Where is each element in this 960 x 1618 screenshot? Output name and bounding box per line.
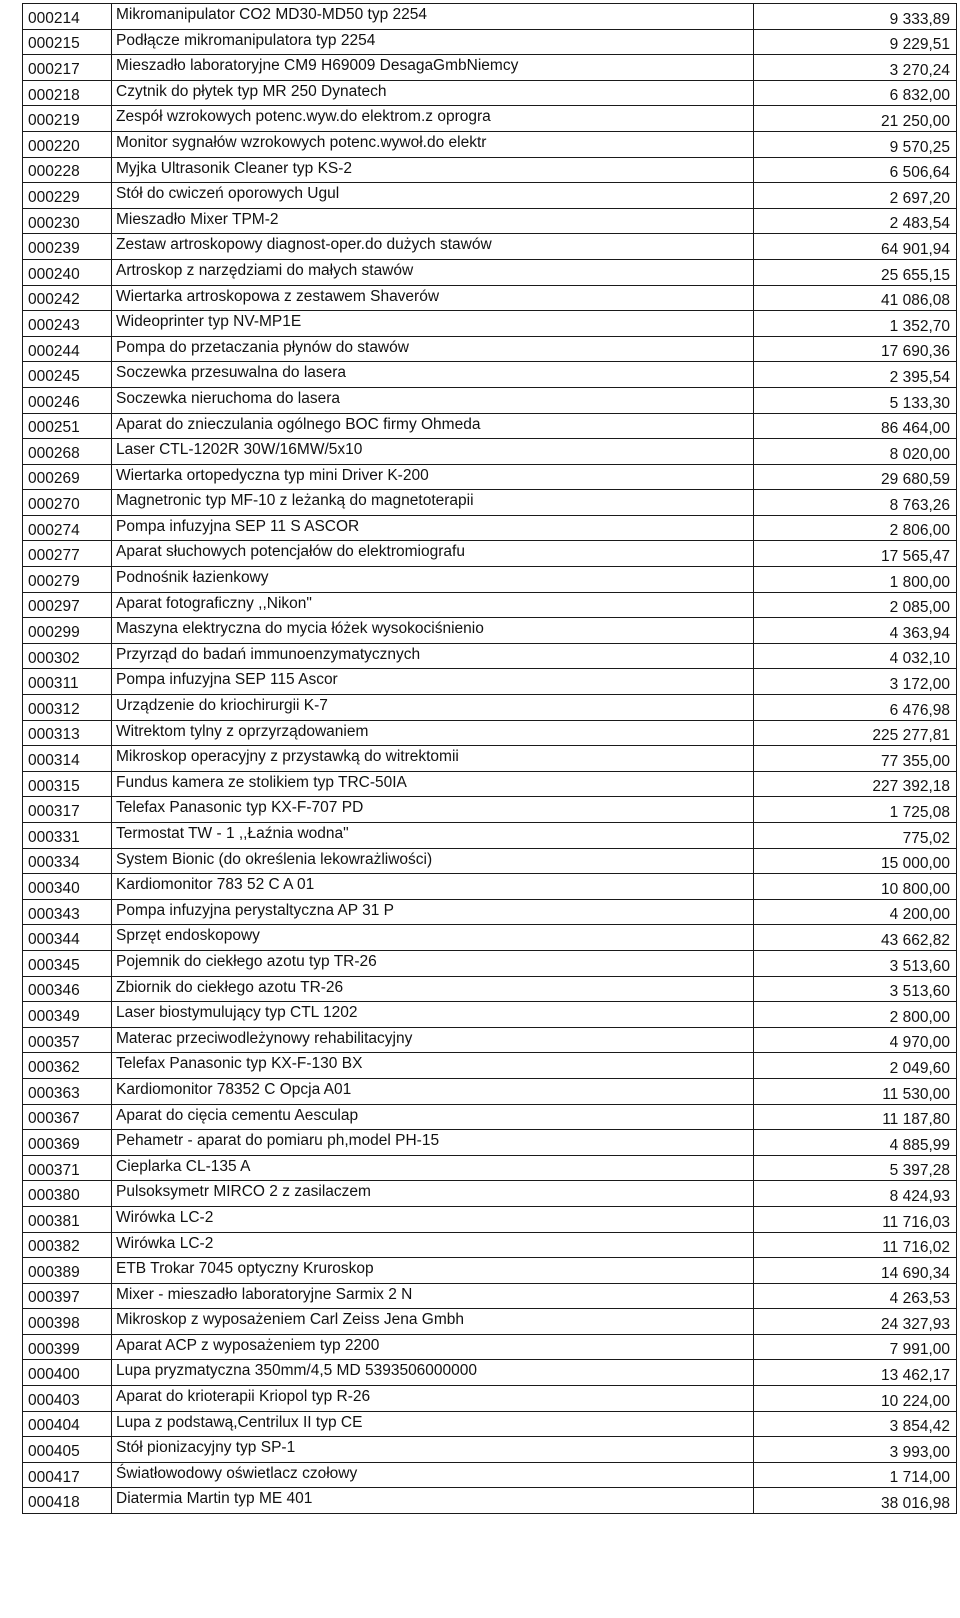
asset-code-cell: 000340 (23, 874, 112, 900)
asset-code-cell: 000313 (23, 720, 112, 746)
asset-code-cell: 000371 (23, 1155, 112, 1181)
table-row (23, 925, 957, 951)
asset-value-cell: 43 662,82 (754, 925, 957, 951)
table-row (23, 1258, 957, 1284)
asset-name-cell: Soczewka przesuwalna do lasera (112, 362, 754, 388)
asset-code-cell: 000367 (23, 1104, 112, 1130)
asset-code-cell: 000215 (23, 29, 112, 55)
asset-code-cell: 000405 (23, 1437, 112, 1463)
asset-code-cell: 000398 (23, 1309, 112, 1335)
table-row (23, 1002, 957, 1028)
table-row (23, 797, 957, 823)
asset-code-cell: 000218 (23, 80, 112, 106)
asset-code-cell: 000269 (23, 464, 112, 490)
asset-value-cell: 2 049,60 (754, 1053, 957, 1079)
table-row (23, 362, 957, 388)
table-row (23, 4, 957, 30)
asset-code-cell: 000399 (23, 1334, 112, 1360)
asset-name-cell: Telefax Panasonic typ KX-F-707 PD (112, 797, 754, 823)
table-row (23, 1437, 957, 1463)
table-row (23, 1104, 957, 1130)
asset-code-cell: 000369 (23, 1130, 112, 1156)
asset-value-cell: 6 506,64 (754, 157, 957, 183)
asset-value-cell: 2 806,00 (754, 515, 957, 541)
table-row (23, 1488, 957, 1514)
table-row (23, 336, 957, 362)
asset-name-cell: Przyrząd do badań immunoenzymatycznych (112, 643, 754, 669)
asset-value-cell: 11 716,02 (754, 1232, 957, 1258)
asset-value-cell: 3 513,60 (754, 950, 957, 976)
asset-name-cell: Pulsoksymetr MIRCO 2 z zasilaczem (112, 1181, 754, 1207)
asset-value-cell: 775,02 (754, 823, 957, 849)
asset-name-cell: Diatermia Martin typ ME 401 (112, 1488, 754, 1514)
asset-code-cell: 000217 (23, 55, 112, 81)
asset-value-cell: 8 763,26 (754, 490, 957, 516)
asset-code-cell: 000299 (23, 618, 112, 644)
asset-name-cell: Pompa do przetaczania płynów do stawów (112, 336, 754, 362)
asset-value-cell: 38 016,98 (754, 1488, 957, 1514)
asset-name-cell: Aparat do znieczulania ogólnego BOC firmy Ohmeda (112, 413, 754, 439)
asset-value-cell: 225 277,81 (754, 720, 957, 746)
table-row (23, 285, 957, 311)
table-row (23, 1232, 957, 1258)
asset-value-cell: 86 464,00 (754, 413, 957, 439)
asset-value-cell: 4 263,53 (754, 1283, 957, 1309)
asset-value-cell: 17 690,36 (754, 336, 957, 362)
asset-name-cell: Wirówka LC-2 (112, 1206, 754, 1232)
asset-value-cell: 25 655,15 (754, 259, 957, 285)
table-row (23, 1334, 957, 1360)
asset-name-cell: Aparat do krioterapii Kriopol typ R-26 (112, 1386, 754, 1412)
asset-code-cell: 000311 (23, 669, 112, 695)
asset-code-cell: 000403 (23, 1386, 112, 1412)
table-row (23, 1155, 957, 1181)
asset-code-cell: 000362 (23, 1053, 112, 1079)
asset-code-cell: 000344 (23, 925, 112, 951)
asset-name-cell: Wirówka LC-2 (112, 1232, 754, 1258)
asset-value-cell: 14 690,34 (754, 1258, 957, 1284)
table-row (23, 55, 957, 81)
table-row (23, 643, 957, 669)
asset-value-cell: 3 854,42 (754, 1411, 957, 1437)
asset-code-cell: 000214 (23, 4, 112, 30)
asset-code-cell: 000389 (23, 1258, 112, 1284)
asset-value-cell: 11 530,00 (754, 1078, 957, 1104)
table-row (23, 592, 957, 618)
asset-name-cell: Podłącze mikromanipulatora typ 2254 (112, 29, 754, 55)
asset-value-cell: 9 570,25 (754, 131, 957, 157)
asset-value-cell: 17 565,47 (754, 541, 957, 567)
asset-name-cell: Urządzenie do kriochirurgii K-7 (112, 695, 754, 721)
asset-value-cell: 9 229,51 (754, 29, 957, 55)
asset-value-cell: 2 800,00 (754, 1002, 957, 1028)
asset-name-cell: Czytnik do płytek typ MR 250 Dynatech (112, 80, 754, 106)
asset-name-cell: System Bionic (do określenia lekowrażliwości) (112, 848, 754, 874)
asset-name-cell: Wiertarka ortopedyczna typ mini Driver K-200 (112, 464, 754, 490)
asset-value-cell: 11 716,03 (754, 1206, 957, 1232)
table-row (23, 1411, 957, 1437)
table-row (23, 208, 957, 234)
table-row (23, 131, 957, 157)
asset-code-cell: 000381 (23, 1206, 112, 1232)
asset-code-cell: 000343 (23, 899, 112, 925)
asset-value-cell: 24 327,93 (754, 1309, 957, 1335)
asset-code-cell: 000331 (23, 823, 112, 849)
table-row (23, 183, 957, 209)
asset-name-cell: Pompa infuzyjna perystaltyczna AP 31 P (112, 899, 754, 925)
table-row (23, 950, 957, 976)
asset-code-cell: 000274 (23, 515, 112, 541)
table-row (23, 234, 957, 260)
asset-value-cell: 4 885,99 (754, 1130, 957, 1156)
asset-name-cell: Mikromanipulator CO2 MD30-MD50 typ 2254 (112, 4, 754, 30)
asset-name-cell: Cieplarka CL-135 A (112, 1155, 754, 1181)
asset-code-cell: 000219 (23, 106, 112, 132)
asset-code-cell: 000246 (23, 387, 112, 413)
asset-name-cell: Mikroskop operacyjny z przystawką do witrektomii (112, 746, 754, 772)
asset-value-cell: 2 395,54 (754, 362, 957, 388)
table-row (23, 1386, 957, 1412)
asset-name-cell: Światłowodowy oświetlacz czołowy (112, 1462, 754, 1488)
asset-code-cell: 000315 (23, 771, 112, 797)
asset-code-cell: 000220 (23, 131, 112, 157)
table-row (23, 1206, 957, 1232)
asset-name-cell: Maszyna elektryczna do mycia łóżek wysokociśnienio (112, 618, 754, 644)
table-row (23, 413, 957, 439)
asset-name-cell: Soczewka nieruchoma do lasera (112, 387, 754, 413)
asset-name-cell: Myjka Ultrasonik Cleaner typ KS-2 (112, 157, 754, 183)
asset-code-cell: 000363 (23, 1078, 112, 1104)
asset-name-cell: Podnośnik łazienkowy (112, 567, 754, 593)
asset-code-cell: 000229 (23, 183, 112, 209)
asset-code-cell: 000279 (23, 567, 112, 593)
asset-value-cell: 41 086,08 (754, 285, 957, 311)
asset-name-cell: Aparat ACP z wyposażeniem typ 2200 (112, 1334, 754, 1360)
table-row (23, 259, 957, 285)
table-row (23, 1027, 957, 1053)
table-row (23, 1309, 957, 1335)
inventory-table (22, 3, 957, 1514)
asset-value-cell: 5 397,28 (754, 1155, 957, 1181)
asset-value-cell: 11 187,80 (754, 1104, 957, 1130)
table-row (23, 567, 957, 593)
asset-value-cell: 8 020,00 (754, 439, 957, 465)
asset-code-cell: 000317 (23, 797, 112, 823)
asset-code-cell: 000277 (23, 541, 112, 567)
table-row (23, 1078, 957, 1104)
asset-value-cell: 9 333,89 (754, 4, 957, 30)
table-row (23, 29, 957, 55)
table-row (23, 106, 957, 132)
asset-name-cell: Monitor sygnałów wzrokowych potenc.wywoł.do elektr (112, 131, 754, 157)
table-row (23, 1130, 957, 1156)
asset-name-cell: Pompa infuzyjna SEP 11 S ASCOR (112, 515, 754, 541)
asset-name-cell: Zestaw artroskopowy diagnost-oper.do dużych stawów (112, 234, 754, 260)
asset-code-cell: 000302 (23, 643, 112, 669)
asset-name-cell: Termostat TW - 1 ,,Łaźnia wodna" (112, 823, 754, 849)
table-row (23, 669, 957, 695)
asset-name-cell: Aparat do cięcia cementu Aesculap (112, 1104, 754, 1130)
table-row (23, 311, 957, 337)
table-row (23, 695, 957, 721)
asset-name-cell: Stół pionizacyjny typ SP-1 (112, 1437, 754, 1463)
asset-code-cell: 000228 (23, 157, 112, 183)
asset-name-cell: Pehametr - aparat do pomiaru ph,model PH-15 (112, 1130, 754, 1156)
asset-code-cell: 000243 (23, 311, 112, 337)
table-row (23, 771, 957, 797)
asset-code-cell: 000245 (23, 362, 112, 388)
asset-value-cell: 227 392,18 (754, 771, 957, 797)
asset-name-cell: Artroskop z narzędziami do małych stawów (112, 259, 754, 285)
asset-value-cell: 29 680,59 (754, 464, 957, 490)
asset-code-cell: 000400 (23, 1360, 112, 1386)
asset-value-cell: 21 250,00 (754, 106, 957, 132)
asset-name-cell: Kardiomonitor 783 52 C A 01 (112, 874, 754, 900)
asset-code-cell: 000380 (23, 1181, 112, 1207)
asset-name-cell: Witrektom tylny z oprzyrządowaniem (112, 720, 754, 746)
asset-value-cell: 1 725,08 (754, 797, 957, 823)
asset-name-cell: Telefax Panasonic typ KX-F-130 BX (112, 1053, 754, 1079)
asset-code-cell: 000268 (23, 439, 112, 465)
asset-code-cell: 000312 (23, 695, 112, 721)
table-row (23, 439, 957, 465)
asset-name-cell: Stół do cwiczeń oporowych Ugul (112, 183, 754, 209)
asset-value-cell: 4 200,00 (754, 899, 957, 925)
asset-code-cell: 000349 (23, 1002, 112, 1028)
asset-value-cell: 3 270,24 (754, 55, 957, 81)
asset-name-cell: Magnetronic typ MF-10 z leżanką do magnetoterapii (112, 490, 754, 516)
asset-value-cell: 1 352,70 (754, 311, 957, 337)
asset-value-cell: 4 970,00 (754, 1027, 957, 1053)
table-row (23, 848, 957, 874)
asset-name-cell: Lupa z podstawą,Centrilux II typ CE (112, 1411, 754, 1437)
table-row (23, 464, 957, 490)
asset-value-cell: 13 462,17 (754, 1360, 957, 1386)
asset-value-cell: 10 224,00 (754, 1386, 957, 1412)
table-row (23, 80, 957, 106)
asset-value-cell: 2 483,54 (754, 208, 957, 234)
asset-name-cell: Lupa pryzmatyczna 350mm/4,5 MD 5393506000000 (112, 1360, 754, 1386)
asset-value-cell: 2 697,20 (754, 183, 957, 209)
table-row (23, 899, 957, 925)
asset-name-cell: Laser CTL-1202R 30W/16MW/5x10 (112, 439, 754, 465)
asset-name-cell: ETB Trokar 7045 optyczny Kruroskop (112, 1258, 754, 1284)
asset-value-cell: 77 355,00 (754, 746, 957, 772)
asset-value-cell: 10 800,00 (754, 874, 957, 900)
table-row (23, 157, 957, 183)
asset-name-cell: Sprzęt endoskopowy (112, 925, 754, 951)
asset-name-cell: Kardiomonitor 78352 C Opcja A01 (112, 1078, 754, 1104)
table-row (23, 1462, 957, 1488)
asset-value-cell: 4 032,10 (754, 643, 957, 669)
asset-name-cell: Wideoprinter typ NV-MP1E (112, 311, 754, 337)
asset-code-cell: 000314 (23, 746, 112, 772)
asset-value-cell: 6 476,98 (754, 695, 957, 721)
asset-value-cell: 3 993,00 (754, 1437, 957, 1463)
table-row (23, 720, 957, 746)
asset-value-cell: 3 172,00 (754, 669, 957, 695)
asset-value-cell: 1 800,00 (754, 567, 957, 593)
asset-name-cell: Zbiornik do ciekłego azotu TR-26 (112, 976, 754, 1002)
asset-value-cell: 2 085,00 (754, 592, 957, 618)
asset-code-cell: 000404 (23, 1411, 112, 1437)
asset-value-cell: 3 513,60 (754, 976, 957, 1002)
asset-code-cell: 000244 (23, 336, 112, 362)
asset-code-cell: 000239 (23, 234, 112, 260)
asset-code-cell: 000418 (23, 1488, 112, 1514)
asset-code-cell: 000346 (23, 976, 112, 1002)
asset-name-cell: Zespół wzrokowych potenc.wyw.do elektrom.z oprogra (112, 106, 754, 132)
asset-value-cell: 5 133,30 (754, 387, 957, 413)
asset-code-cell: 000345 (23, 950, 112, 976)
asset-code-cell: 000397 (23, 1283, 112, 1309)
asset-code-cell: 000334 (23, 848, 112, 874)
asset-value-cell: 64 901,94 (754, 234, 957, 260)
asset-code-cell: 000417 (23, 1462, 112, 1488)
table-row (23, 541, 957, 567)
asset-value-cell: 1 714,00 (754, 1462, 957, 1488)
asset-name-cell: Mixer - mieszadło laboratoryjne Sarmix 2 N (112, 1283, 754, 1309)
asset-code-cell: 000297 (23, 592, 112, 618)
table-row (23, 1053, 957, 1079)
asset-name-cell: Mieszadło laboratoryjne CM9 H69009 DesagaGmbNiemcy (112, 55, 754, 81)
table-row (23, 1181, 957, 1207)
table-row (23, 1360, 957, 1386)
table-row (23, 746, 957, 772)
asset-code-cell: 000242 (23, 285, 112, 311)
asset-name-cell: Aparat słuchowych potencjałów do elektromiografu (112, 541, 754, 567)
table-row (23, 618, 957, 644)
asset-name-cell: Materac przeciwodleżynowy rehabilitacyjny (112, 1027, 754, 1053)
asset-name-cell: Aparat fotograficzny ,,Nikon" (112, 592, 754, 618)
asset-code-cell: 000270 (23, 490, 112, 516)
asset-name-cell: Mieszadło Mixer TPM-2 (112, 208, 754, 234)
table-row (23, 515, 957, 541)
table-row (23, 490, 957, 516)
asset-name-cell: Pompa infuzyjna SEP 115 Ascor (112, 669, 754, 695)
table-row (23, 874, 957, 900)
asset-name-cell: Laser biostymulujący typ CTL 1202 (112, 1002, 754, 1028)
asset-value-cell: 4 363,94 (754, 618, 957, 644)
asset-code-cell: 000230 (23, 208, 112, 234)
table-row (23, 823, 957, 849)
asset-name-cell: Pojemnik do ciekłego azotu typ TR-26 (112, 950, 754, 976)
table-row (23, 976, 957, 1002)
asset-value-cell: 6 832,00 (754, 80, 957, 106)
inventory-table-body (23, 4, 957, 1514)
asset-name-cell: Fundus kamera ze stolikiem typ TRC-50IA (112, 771, 754, 797)
asset-value-cell: 7 991,00 (754, 1334, 957, 1360)
asset-code-cell: 000357 (23, 1027, 112, 1053)
asset-value-cell: 15 000,00 (754, 848, 957, 874)
asset-name-cell: Mikroskop z wyposażeniem Carl Zeiss Jena Gmbh (112, 1309, 754, 1335)
asset-code-cell: 000240 (23, 259, 112, 285)
inventory-sheet (22, 3, 956, 1514)
asset-value-cell: 8 424,93 (754, 1181, 957, 1207)
asset-name-cell: Wiertarka artroskopowa z zestawem Shaverów (112, 285, 754, 311)
asset-code-cell: 000251 (23, 413, 112, 439)
asset-code-cell: 000382 (23, 1232, 112, 1258)
table-row (23, 387, 957, 413)
table-row (23, 1283, 957, 1309)
